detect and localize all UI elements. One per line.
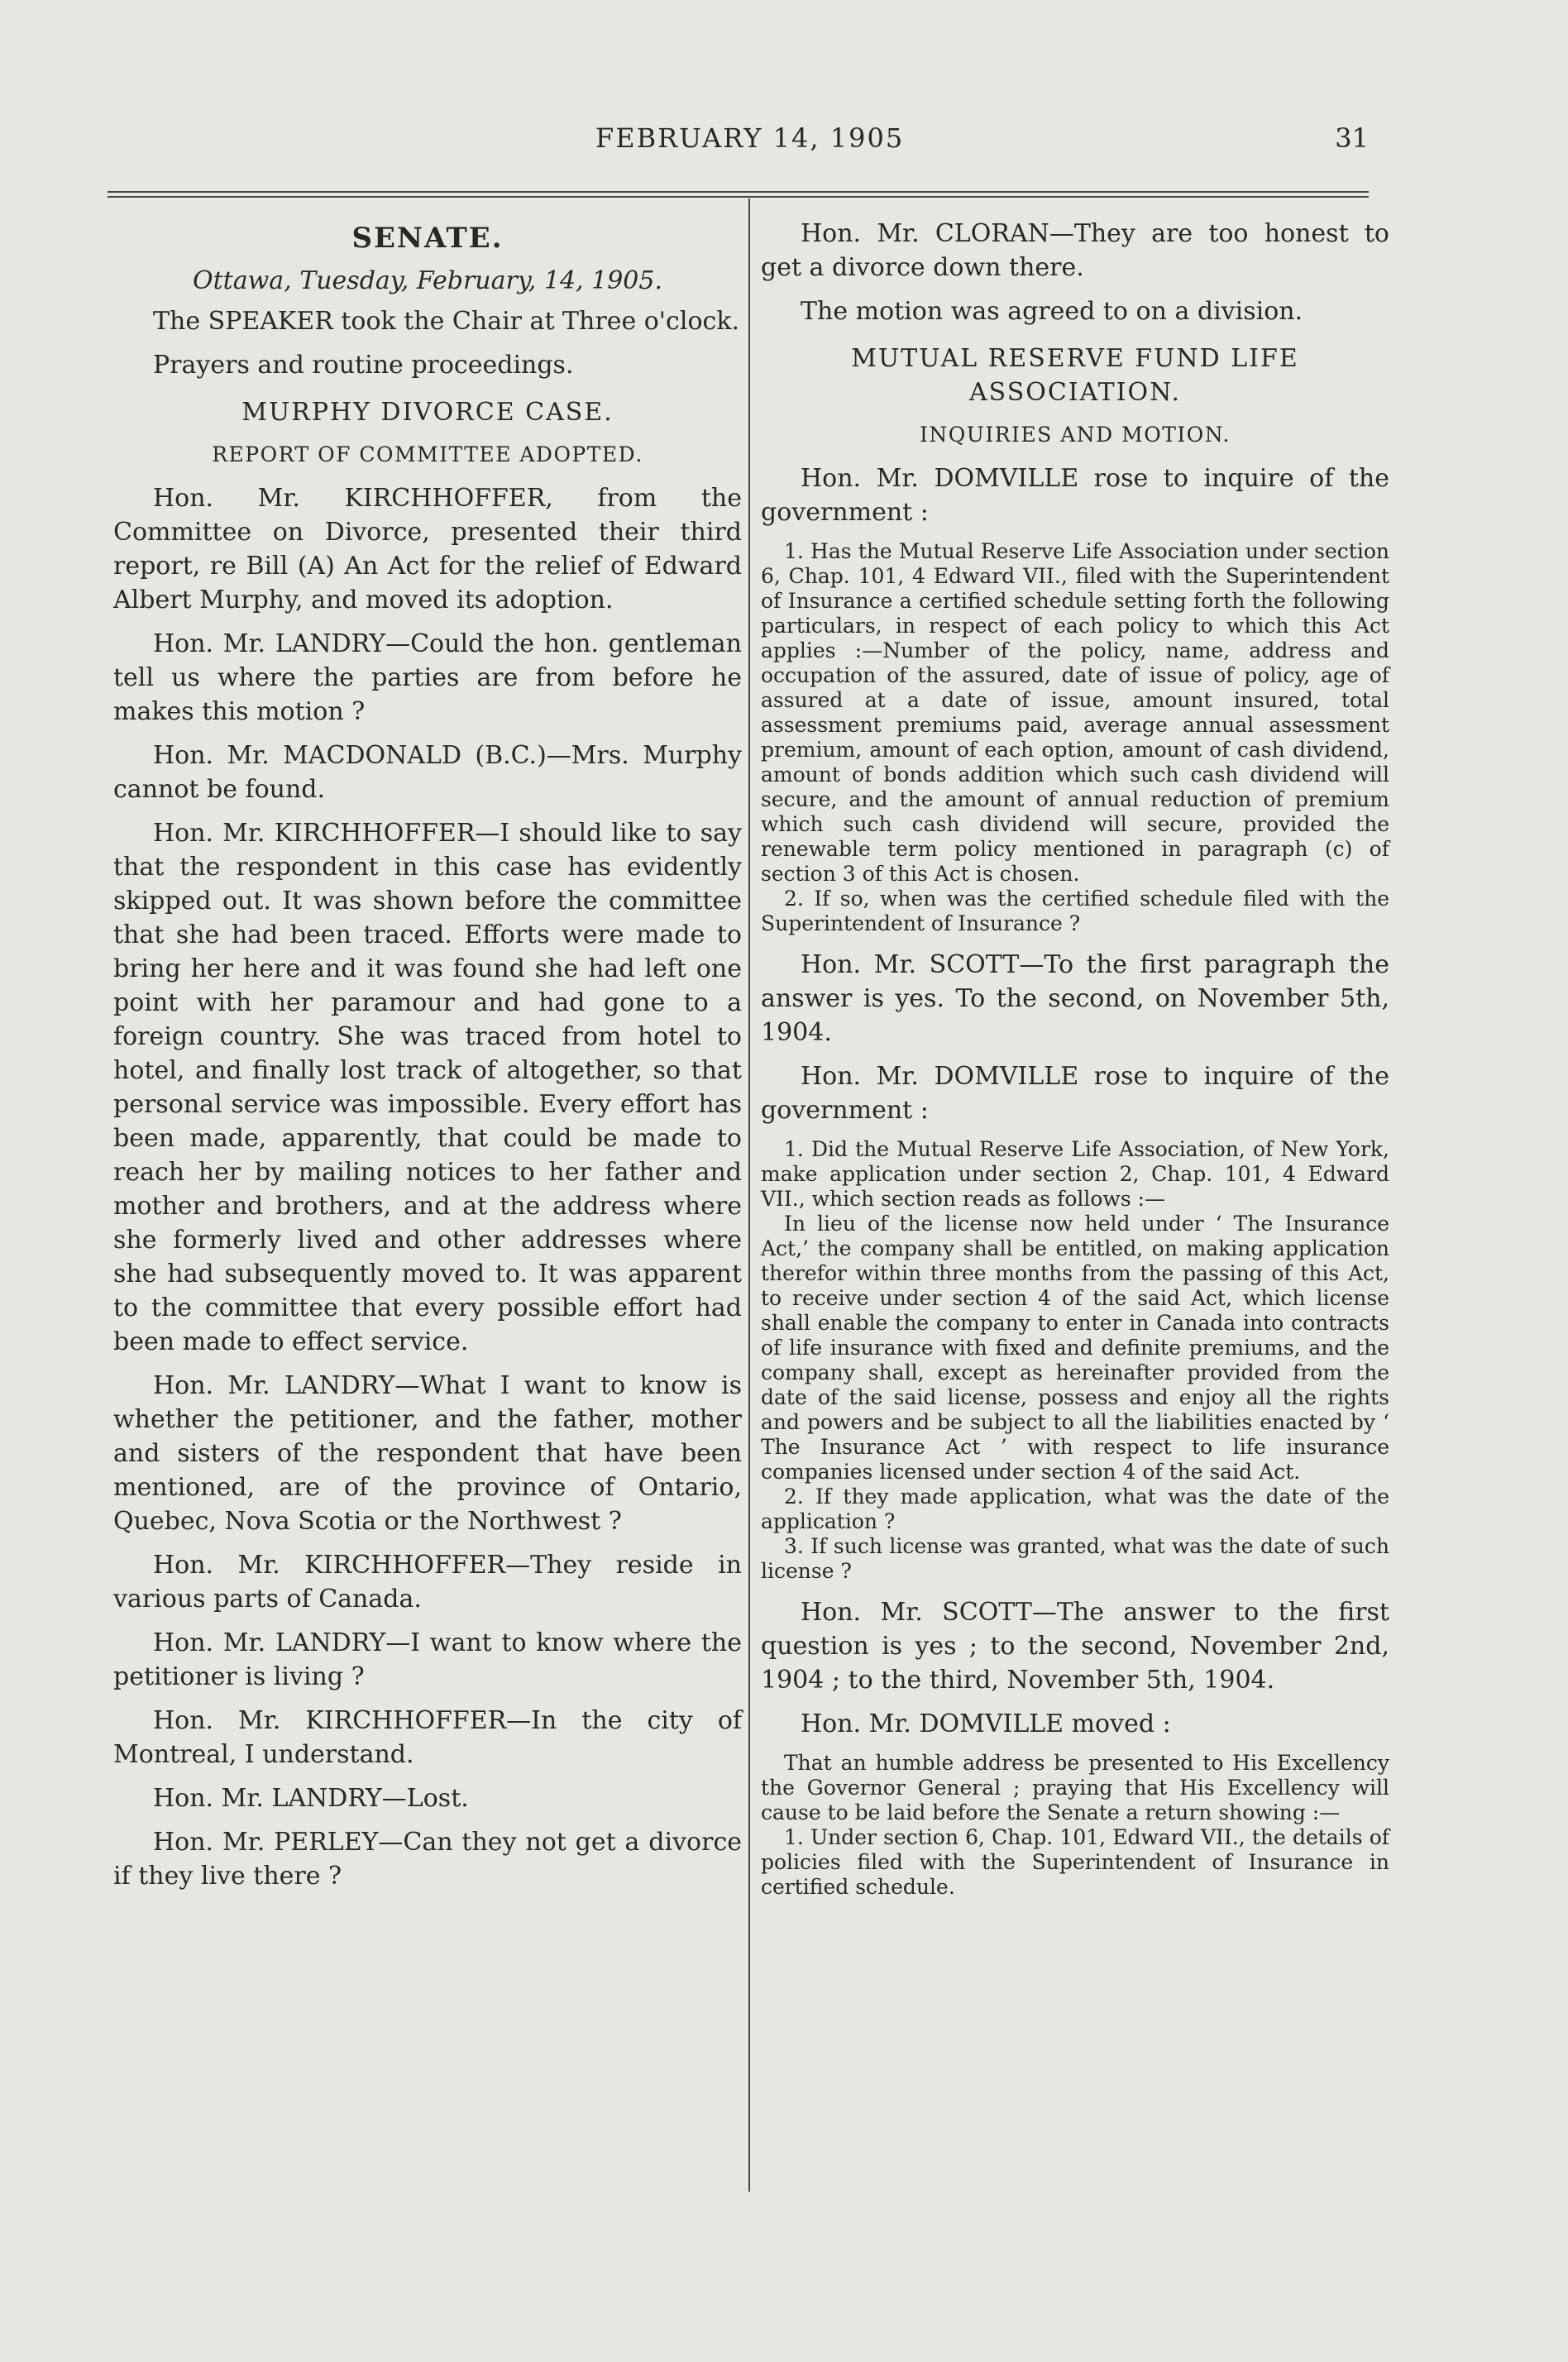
senate-title: SENATE. <box>351 222 504 255</box>
paragraph-scott-answer-2: Hon. Mr. SCOTT—The answer to the first question is yes ; to the second, November 2nd, 1904 ; to the third, November 5th, 1904. <box>761 1598 1389 1695</box>
column-divider <box>748 198 750 2192</box>
paragraph-kirchhoffer-montreal: Hon. Mr. KIRCHHOFFER—In the city of Montreal, I understand. <box>113 1706 742 1769</box>
paragraph-landry-province: Hon. Mr. LANDRY—What I want to know is whether the petitioner, and the father, mother and sisters of the respondent that have been mentioned, are of the province of Ontario, Quebec, Nova Scotia or the Northwest ? <box>113 1371 742 1536</box>
header-date: FEBRUARY 14, 1905 <box>595 122 905 154</box>
inquiry-2-text <box>761 1137 1389 1584</box>
paragraph-kirchhoffer-service: Hon. Mr. KIRCHHOFFER—I should like to say that the respondent in this case has evidently skipped out. It was shown before the committee that she had been traced. Efforts were made to bring her here and it was found she had left one point with her paramour and had gone to a foreign country. She was traced from hotel to hotel, and finally lost track of altogether, so that personal service was impossible. Every effort has been made, apparently, that could be made to reach her by mailing notices to her father and mother and brothers, and at the address where she formerly lived and other addresses where she had subsequently moved to. It was apparent to the committee that every possible effort had been made to effect service. <box>113 819 742 1356</box>
motion-item-1: 1. Under section 6, Chap. 101, Edward VII., the details of policies filed with the Superintendent of Insurance in certified schedule. <box>761 1825 1389 1899</box>
header-rule-top <box>108 191 1369 193</box>
page-number: 31 <box>1335 122 1369 154</box>
inquiry-2-question-1: 1. Did the Mutual Reserve Life Association, of New York, make application under section 2, Chap. 101, 4 Edward VII., which section reads as follows :— <box>761 1137 1389 1211</box>
paragraph-prayers: Prayers and routine proceedings. <box>153 351 574 380</box>
paragraph-motion-agreed: The motion was agreed to on a division. <box>801 297 1303 326</box>
paragraph-landry-living: Hon. Mr. LANDRY—I want to know where the petitioner is living ? <box>113 1628 742 1691</box>
inquiry-1-text <box>761 539 1389 936</box>
case-subheading: REPORT OF COMMITTEE ADOPTED. <box>212 442 643 466</box>
left-column <box>113 217 742 1903</box>
paragraph-kirchhoffer-reside: Hon. Mr. KIRCHHOFFER—They reside in various parts of Canada. <box>113 1551 742 1614</box>
paragraph-macdonald: Hon. Mr. MACDONALD (B.C.)—Mrs. Murphy cannot be found. <box>113 741 742 804</box>
inquiry-2-question-3: 3. If such license was granted, what was the date of such license ? <box>761 1534 1389 1583</box>
paragraph-perley: Hon. Mr. PERLEY—Can they not get a divorce if they live there ? <box>113 1828 742 1891</box>
paragraph-cloran: Hon. Mr. CLORAN—They are too honest to get a divorce down there. <box>761 219 1389 282</box>
paragraph-domville-moved: Hon. Mr. DOMVILLE moved : <box>801 1709 1171 1738</box>
case-heading: MURPHY DIVORCE CASE. <box>241 398 614 427</box>
paragraph-speaker: The SPEAKER took the Chair at Three o'clock. <box>153 307 740 336</box>
paragraph-landry-question: Hon. Mr. LANDRY—Could the hon. gentleman tell us where the parties are from before he makes this motion ? <box>113 629 742 726</box>
page-header <box>108 122 1369 164</box>
dateline: Ottawa, Tuesday, February, 14, 1905. <box>192 266 663 295</box>
association-subheading: INQUIRIES AND MOTION. <box>920 423 1231 447</box>
inquiry-1-question-1: 1. Has the Mutual Reserve Life Association under section 6, Chap. 101, 4 Edward VII., filed with the Superintendent of Insurance a certified schedule setting forth the following particulars, in respect of each policy to which this Act applies :—Number of the policy, name, address and occupation of the assured, date of issue of policy, age of assured at a date of issue, amount insured, total assessment premiums paid, average annual assessment premium, amount of each option, amount of cash dividend, amount of bonds addition which such cash dividend will secure, and the amount of annual reduction of premium which such cash dividend will secure, provided the renewable term policy mentioned in paragraph (c) of section 3 of this Act is chosen. <box>761 539 1389 886</box>
paragraph-kirchhoffer-report: Hon. Mr. KIRCHHOFFER, from the Committee on Divorce, presented their third report, re Bill (A) An Act for the relief of Edward Albert Murphy, and moved its adoption. <box>113 484 742 614</box>
header-rule-bottom <box>108 196 1369 198</box>
inquiry-1-question-2: 2. If so, when was the certified schedule filed with the Superintendent of Insurance ? <box>761 887 1389 935</box>
paragraph-domville-inquiry-1: Hon. Mr. DOMVILLE rose to inquire of the government : <box>761 464 1389 527</box>
motion-address: That an humble address be presented to His Excellency the Governor General ; praying that His Excellency will cause to be laid before the Senate a return showing :— <box>761 1751 1389 1824</box>
paragraph-scott-answer-1: Hon. Mr. SCOTT—To the first paragraph the answer is yes. To the second, on November 5th, 1904. <box>761 950 1389 1047</box>
inquiry-2-quote: In lieu of the license now held under ‘ The Insurance Act,’ the company shall be entitled, on making application therefor within three months from the passing of this Act, to receive under section 4 of the said Act, which license shall enable the company to enter in Canada into contracts of life insurance with fixed and definite premiums, and the company shall, except as hereinafter provided from the date of the said license, possess and enjoy all the rights and powers and be subject to all the liabilities enacted by ‘ The Insurance Act ’ with respect to life insurance companies licensed under section 4 of the said Act. <box>761 1212 1389 1484</box>
paragraph-landry-lost: Hon. Mr. LANDRY—Lost. <box>153 1784 469 1813</box>
right-column <box>761 217 1389 1911</box>
motion-text <box>761 1751 1389 1900</box>
association-heading: MUTUAL RESERVE FUND LIFE ASSOCIATION. <box>851 344 1299 407</box>
inquiry-2-question-2: 2. If they made application, what was the date of the application ? <box>761 1485 1389 1533</box>
paragraph-domville-inquiry-2: Hon. Mr. DOMVILLE rose to inquire of the government : <box>761 1062 1389 1125</box>
